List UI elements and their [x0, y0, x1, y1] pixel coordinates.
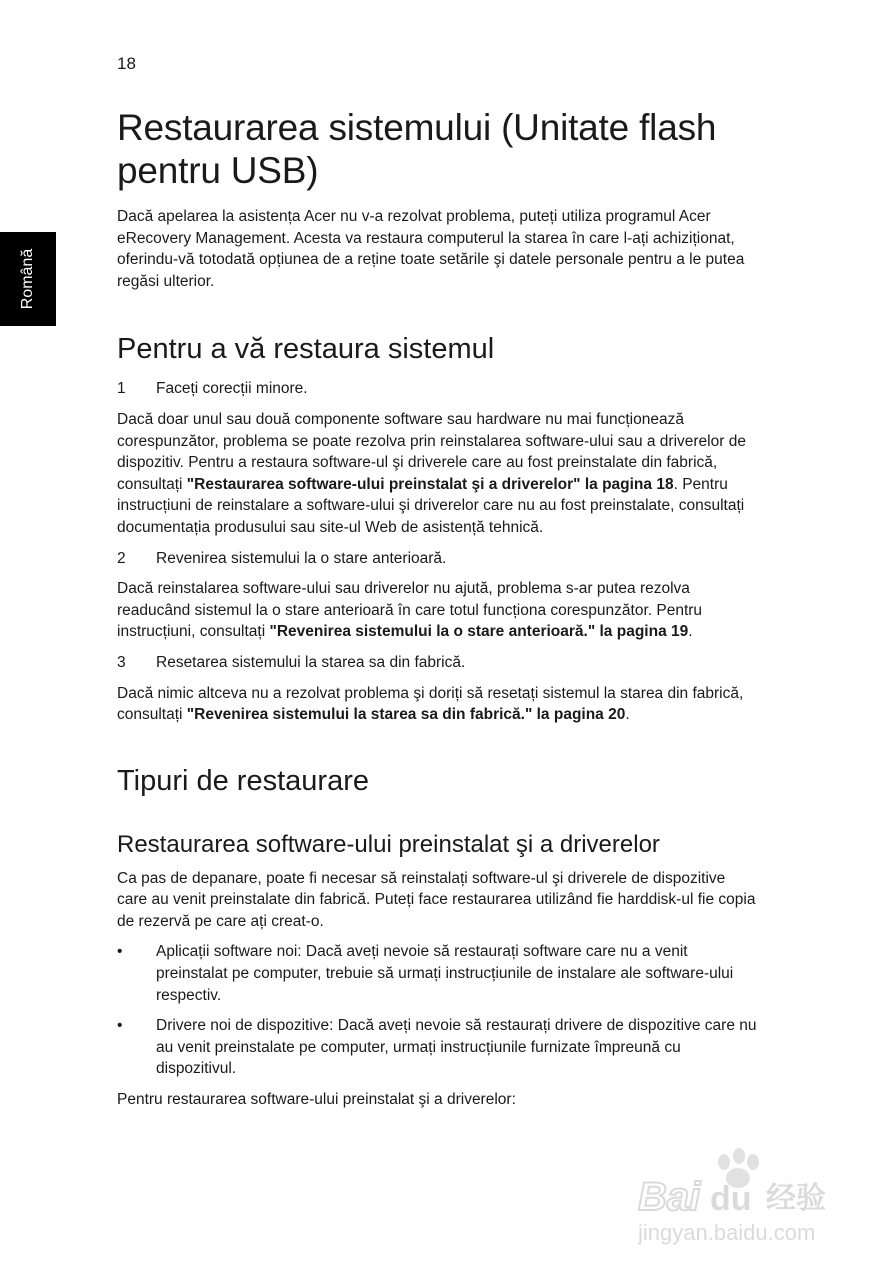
bullet-icon: • — [117, 943, 123, 961]
page-title: Restaurarea sistemului (Unitate flash pentru USB) — [117, 107, 717, 191]
bullet-item — [117, 1015, 757, 1080]
step-3 — [117, 652, 757, 674]
step-label: Resetarea sistemului la starea sa din fabrică. — [156, 653, 466, 671]
watermark-brand-left: Bai — [638, 1175, 701, 1219]
step-label: Revenirea sistemului la o stare anterioară. — [156, 549, 447, 567]
step-1-text-end: . Pentru instrucțiuni de reinstalare a software-ului şi driverelor care nu au fost preinstalate, consultați documentația produsului sau site-ul Web de asistență tehnică. — [117, 475, 745, 536]
step-number: 1 — [117, 380, 126, 398]
step-number: 3 — [117, 653, 126, 671]
intro-paragraph: Dacă apelarea la asistența Acer nu v-a rezolvat problema, puteți utiliza programul Acer eRecovery Management. Acesta va restaura computerul la starea în care l-ați achiziționat, oferindu-vă totodată opțiunea de a reține toate setările şi datele personale pentru a le putea regăsi ulterior. — [117, 208, 745, 290]
watermark-url: jingyan.baidu.com — [638, 1220, 816, 1245]
page-number: 18 — [117, 54, 136, 73]
step-3-paragraph — [117, 683, 757, 726]
step-3-text-end: . — [625, 706, 630, 724]
step-1-reference: "Restaurarea software-ului preinstalat şi a driverelor" la pagina 18 — [186, 475, 674, 493]
subsection-paragraph: Ca pas de depanare, poate fi necesar să reinstalați software-ul şi driverele de dispozitive care au venit preinstalate din fabrică. Puteți face restaurarea utilizând fie harddisk-ul fie copia de rezervă pe care ați creat-o. — [117, 869, 756, 930]
step-2-text-end: . — [688, 623, 693, 641]
step-3-text: Dacă nimic altceva nu a rezolvat problema şi doriți să resetați sistemul la starea din fabrică, consultați — [117, 684, 744, 724]
watermark-brand-cn: 经验 — [766, 1181, 826, 1216]
watermark-brand-right: du — [710, 1180, 752, 1218]
step-1-paragraph — [117, 409, 757, 539]
step-1-text: Dacă doar unul sau două componente software sau hardware nu mai funcționează corespunzător, problema se poate rezolva prin reinstalarea software-ului sau a driverelor de dispozitiv. Pentru a restaura software-ul şi driverele care au fost preinstalate din fabrică, consultați — [117, 410, 746, 493]
bullet-text: Drivere noi de dispozitive: Dacă aveți nevoie să restaurați drivere de dispozitive care nu au venit preinstalate pe computer, urmați instrucțiunile furnizate împreună cu dispozitivul. — [156, 1017, 757, 1078]
closing-paragraph: Pentru restaurarea software-ului preinstalat şi a driverelor: — [117, 1091, 516, 1109]
step-1 — [117, 378, 757, 400]
step-2-reference: "Revenirea sistemului la o stare anterioară." la pagina 19 — [269, 623, 689, 641]
step-2 — [117, 548, 757, 570]
language-side-tab-label: Română — [19, 248, 37, 310]
section-heading-restore-types: Tipuri de restaurare — [117, 764, 369, 797]
step-2-paragraph — [117, 578, 757, 643]
page-content — [117, 106, 757, 1120]
step-label: Faceți corecții minore. — [156, 380, 308, 398]
bullet-icon: • — [117, 1017, 123, 1035]
step-number: 2 — [117, 549, 126, 567]
bullet-text: Aplicații software noi: Dacă aveți nevoie să restaurați software care nu a venit preinstalat pe computer, trebuie să urmați instrucțiunile de instalare ale software-ului respectiv. — [156, 943, 734, 1004]
section-heading-restore: Pentru a vă restaura sistemul — [117, 333, 495, 366]
subsection-heading-software-drivers: Restaurarea software-ului preinstalat şi a driverelor — [117, 830, 660, 858]
step-2-text: Dacă reinstalarea software-ului sau driverelor nu ajută, problema s-ar putea rezolva readucând sistemul la o stare anterioară în care totul funcționa corespunzător. Pentru instrucțiuni, consultați — [117, 580, 703, 641]
baidu-watermark — [636, 1148, 846, 1248]
language-side-tab — [0, 232, 56, 326]
step-3-reference: "Revenirea sistemului la starea sa din fabrică." la pagina 20 — [186, 706, 626, 724]
bullet-item — [117, 941, 757, 1006]
